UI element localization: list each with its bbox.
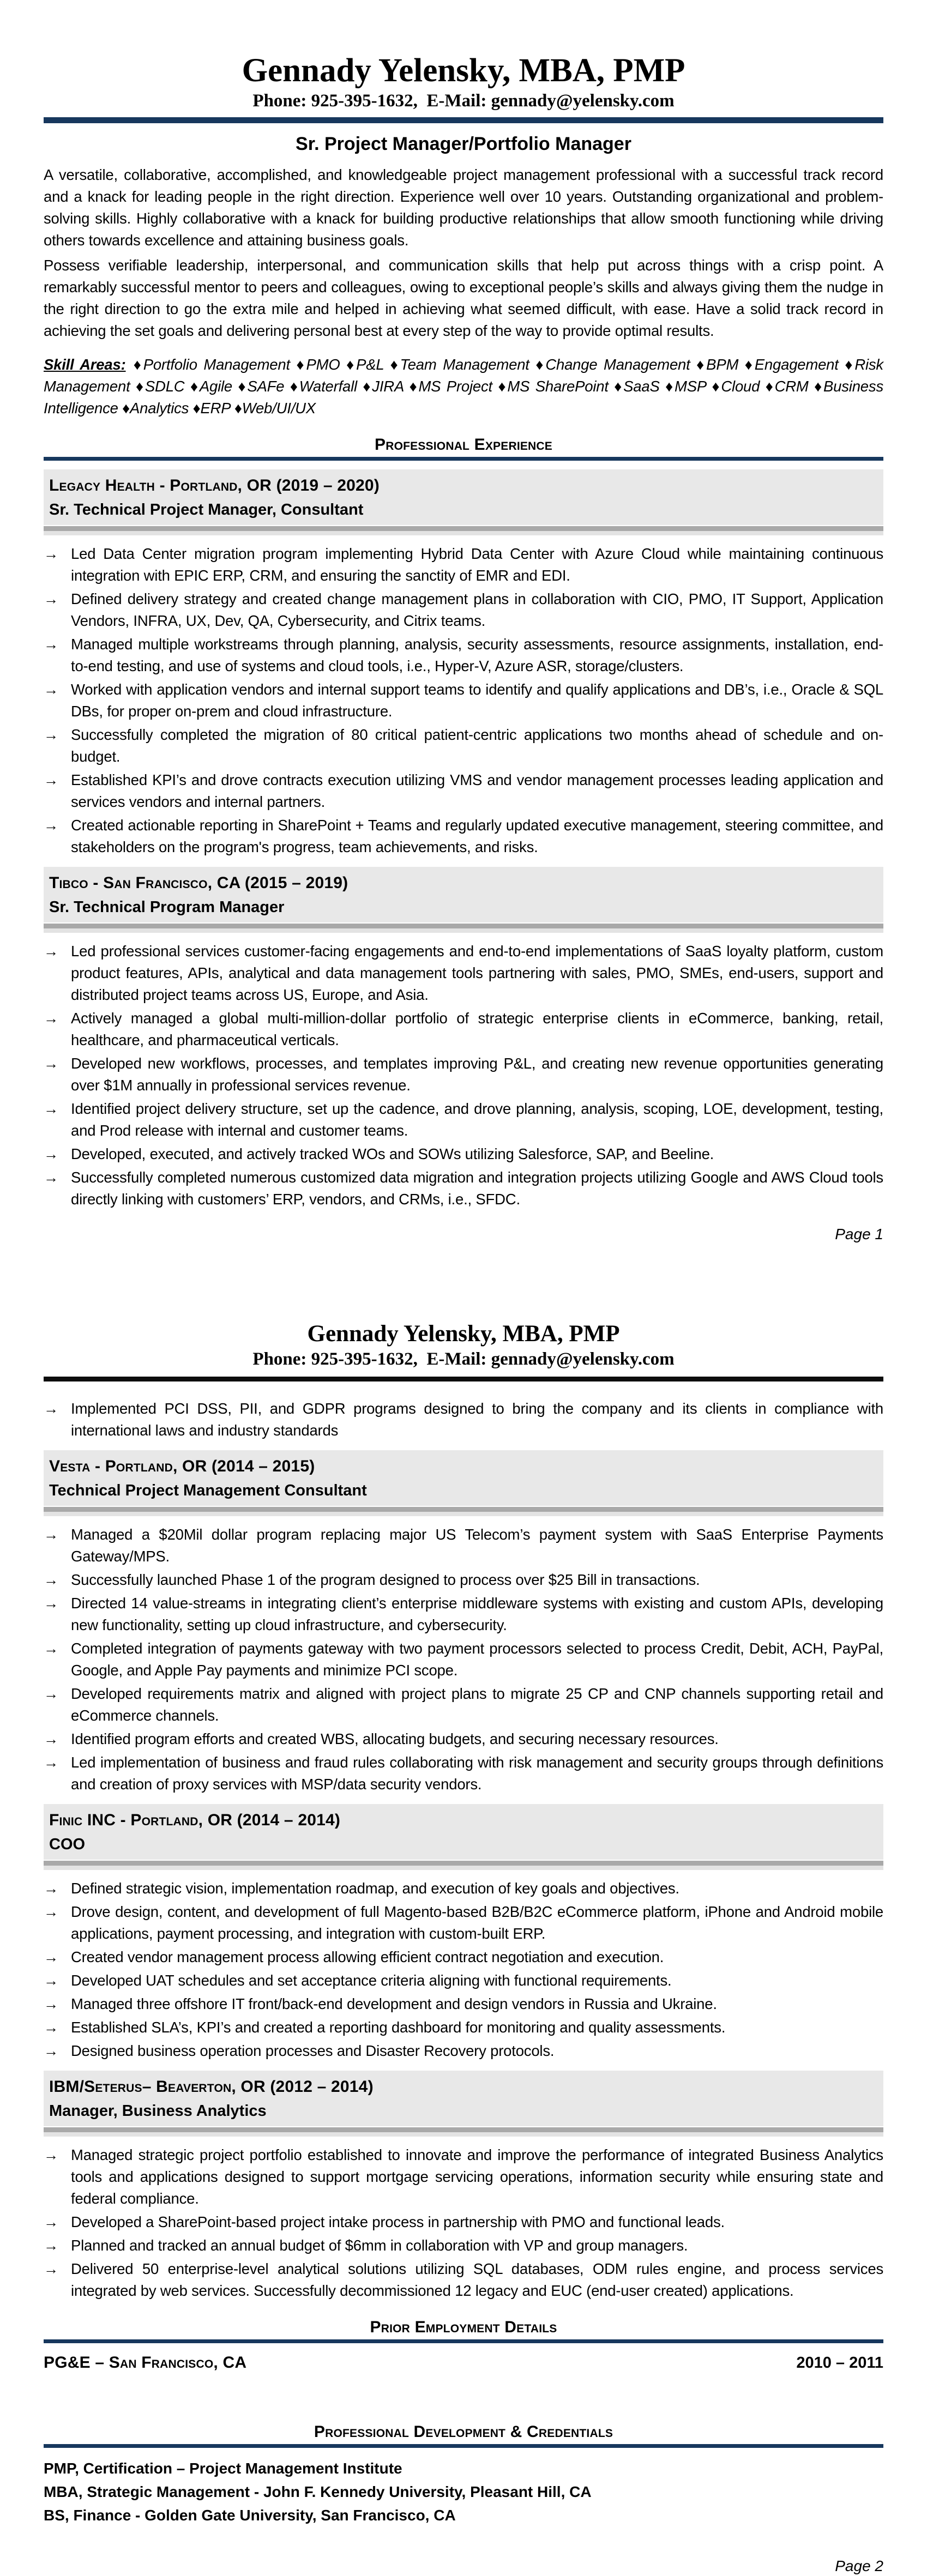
bullet-text: Developed UAT schedules and set acceptance criteria aligning with functional requirements. — [71, 1972, 672, 1989]
bullet-item — [44, 1752, 883, 1795]
job-bar-rule-light — [44, 2132, 883, 2137]
arrow-bullet-icon — [44, 1008, 71, 1051]
section-heading-credentials: Professional Development & Credentials — [314, 2423, 613, 2441]
bullet-item — [44, 1053, 883, 1096]
bullet-item — [44, 588, 883, 632]
job-bar-rule — [44, 1861, 883, 1866]
bullet-text: Worked with application vendors and internal support teams to identify and qualify applications and DB’s, i.e., Oracle & SQL DBs, for proper on-prem and cloud infrastructure. — [71, 681, 883, 720]
bullet-text: Successfully completed the migration of 80 critical patient-centric applications two months ahead of schedule and on-budget. — [71, 726, 883, 765]
summary-paragraph: Possess verifiable leadership, interpersonal, and communication skills that help put across things with a crisp point. A remarkably successful mentor to peers and colleagues, owing to exceptional people’s skills and always giving them the nudge in the right direction to go the extra mile and helped in achieving what seemed difficult, with ease. Have a solid track record in achieving the set goals and delivering personal best at every step of the way to provide optimal results. — [44, 257, 883, 340]
job-entry — [44, 469, 883, 858]
page-2 — [44, 1320, 883, 2576]
bullet-item — [44, 1592, 883, 1636]
arrow-bullet-icon — [44, 940, 71, 1006]
credential-line: BS, Finance - Golden Gate University, San Francisco, CA — [44, 2507, 456, 2524]
credential-line: MBA, Strategic Management - John F. Kennedy University, Pleasant Hill, CA — [44, 2483, 592, 2501]
job-entry — [44, 2071, 883, 2302]
section-heading-prior-employment: Prior Employment Details — [370, 2318, 557, 2337]
bullet-text: Created vendor management process allowing efficient contract negotiation and execution. — [71, 1948, 664, 1966]
bullet-text: Developed a SharePoint-based project intake process in partnership with PMO and functional leads. — [71, 2213, 725, 2231]
header-divider-rule-black — [44, 1377, 883, 1381]
experience-jobs-page1 — [44, 469, 883, 1210]
arrow-bullet-icon — [44, 815, 71, 858]
bullet-text: Completed integration of payments gateway with two payment processors selected to process Credit, Debit, ACH, PayPal, Google, and Apple Pay payments and minimize PCI scope. — [71, 1640, 883, 1679]
job-bullets — [44, 543, 883, 858]
arrow-bullet-icon — [44, 1592, 71, 1636]
bullet-item — [44, 815, 883, 858]
arrow-bullet-icon — [44, 1524, 71, 1567]
arrow-bullet-icon — [44, 2040, 71, 2062]
prior-dates: 2010 – 2011 — [796, 2354, 883, 2372]
bullet-item — [44, 634, 883, 677]
arrow-bullet-icon — [44, 1878, 71, 1899]
page1-header — [44, 52, 883, 155]
job-bar-rule-light — [44, 1512, 883, 1516]
bullet-text: Planned and tracked an annual budget of $6mm in collaboration with VP and group managers. — [71, 2237, 688, 2254]
bullet-text: Managed a $20Mil dollar program replacing major US Telecom’s payment system with SaaS Enterprise Payments Gateway/MPS. — [71, 1526, 883, 1565]
job-bullets — [44, 1524, 883, 1795]
bullet-item — [44, 1638, 883, 1681]
bullet-text: Defined delivery strategy and created change management plans in collaboration with CIO, PMO, IT Support, Application Vendors, INFRA, UX, Dev, QA, Cybersecurity, and Citrix teams. — [71, 590, 883, 630]
job-entry — [44, 1450, 883, 1795]
arrow-bullet-icon — [44, 1970, 71, 1992]
job-header-bar — [44, 1804, 883, 1860]
bullet-text: Drove design, content, and development of full Magento-based B2B/B2C eCommerce platform, iPhone and Android mobile applications, payment processing, and integration with custom-built ERP. — [71, 1903, 883, 1942]
job-bar-rule-light — [44, 531, 883, 535]
bullet-text: Designed business operation processes and Disaster Recovery protocols. — [71, 2042, 555, 2060]
bullet-text: Directed 14 value-streams in integrating client’s enterprise middleware systems with existing and custom APIs, developing new functionality, setting up cloud infrastructure, and cybersecurity. — [71, 1595, 883, 1634]
bullet-text: Established KPI’s and drove contracts execution utilizing VMS and vendor management processes leading application and services vendors and internal partners. — [71, 771, 883, 811]
bullet-text: Identified project delivery structure, set up the cadence, and drove planning, analysis, scoping, LOE, development, testing, and Prod release with internal and customer teams. — [71, 1100, 883, 1139]
arrow-bullet-icon — [44, 2258, 71, 2302]
bullet-text: Managed strategic project portfolio established to innovate and improve the performance of integrated Business Analytics tools and applications designed to support mortgage servicing operations, information security while ensuring state and federal compliance. — [71, 2146, 883, 2207]
skill-areas-label: Skill Areas: — [44, 356, 126, 373]
credentials-list — [44, 2457, 883, 2527]
credential-line: PMP, Certification – Project Management Institute — [44, 2460, 402, 2477]
job-company: Finic INC - Portland, OR (2014 – 2014) — [49, 1811, 341, 1830]
arrow-bullet-icon — [44, 1683, 71, 1727]
skill-areas — [44, 354, 883, 419]
arrow-bullet-icon — [44, 2144, 71, 2210]
arrow-bullet-icon — [44, 1901, 71, 1945]
arrow-bullet-icon — [44, 2017, 71, 2038]
job-header-bar — [44, 469, 883, 525]
bullet-item — [44, 2258, 883, 2302]
section-divider-rule — [44, 2339, 883, 2343]
bullet-item — [44, 1683, 883, 1727]
bullet-item — [44, 1098, 883, 1142]
bullet-item — [44, 2144, 883, 2210]
bullet-text: Established SLA’s, KPI’s and created a reporting dashboard for monitoring and quality assessments. — [71, 2019, 726, 2036]
arrow-bullet-icon — [44, 588, 71, 632]
page2-header — [44, 1320, 883, 1381]
bullet-text: Led Data Center migration program implementing Hybrid Data Center with Azure Cloud while maintaining continuous integration with EPIC ERP, CRM, and ensuring the sanctity of EMR and EDI. — [71, 545, 883, 584]
summary-section — [44, 164, 883, 342]
arrow-bullet-icon — [44, 543, 71, 587]
job-bar-rule — [44, 526, 883, 531]
job-role: COO — [49, 1836, 86, 1854]
bullet-item — [44, 2017, 883, 2038]
bullet-text: Managed multiple workstreams through planning, analysis, security assessments, resource assignments, installation, end-to-end testing, and use of systems and cloud tools, i.e., Hyper-V, Azure ASR, storage/clusters. — [71, 636, 883, 675]
arrow-bullet-icon — [44, 1143, 71, 1165]
arrow-bullet-icon — [44, 1752, 71, 1795]
bullet-item — [44, 1901, 883, 1945]
arrow-bullet-icon — [44, 1053, 71, 1096]
job-bullets — [44, 940, 883, 1210]
job-company: Legacy Health - Portland, OR (2019 – 2020) — [49, 476, 380, 495]
bullet-text: Managed three offshore IT front/back-end development and design vendors in Russia and Ukraine. — [71, 1995, 717, 2013]
bullet-text: Defined strategic vision, implementation roadmap, and execution of key goals and objectives. — [71, 1880, 679, 1897]
prior-employment-rows — [44, 2351, 883, 2375]
bullet-item — [44, 1878, 883, 1899]
bullet-text: Implemented PCI DSS, PII, and GDPR programs designed to bring the company and its clients in compliance with international laws and industry standards — [71, 1400, 883, 1439]
bullet-text: Led implementation of business and fraud rules collaborating with risk management and security groups through definitions and creation of proxy services with MSP/data security vendors. — [71, 1754, 883, 1793]
arrow-bullet-icon — [44, 724, 71, 768]
arrow-bullet-icon — [44, 1946, 71, 1968]
bullet-item — [44, 1993, 883, 2015]
job-role: Sr. Technical Project Manager, Consultant — [49, 501, 364, 519]
job-company: Tibco - San Francisco, CA (2015 – 2019) — [49, 874, 348, 892]
job-bar-rule — [44, 1507, 883, 1512]
bullet-item — [44, 543, 883, 587]
bullet-item — [44, 2040, 883, 2062]
bullet-item — [44, 2211, 883, 2233]
bullet-text: Actively managed a global multi-million-dollar portfolio of strategic enterprise clients in eCommerce, banking, retail, healthcare, and pharmaceutical verticals. — [71, 1010, 883, 1049]
job-bar-rule — [44, 2127, 883, 2132]
contact-line: Phone: 925-395-1632, E-Mail: gennady@yelensky.com — [252, 1349, 675, 1370]
experience-jobs-page2 — [44, 1450, 883, 2302]
section-heading-professional-experience: Professional Experience — [375, 436, 552, 454]
bullet-item — [44, 1398, 883, 1441]
bullet-item — [44, 769, 883, 813]
arrow-bullet-icon — [44, 2211, 71, 2233]
job-bar-rule-light — [44, 928, 883, 933]
page-1 — [44, 0, 883, 1244]
arrow-bullet-icon — [44, 1098, 71, 1142]
job-bar-rule-light — [44, 1866, 883, 1870]
job-role: Manager, Business Analytics — [49, 2102, 267, 2120]
summary-paragraph: A versatile, collaborative, accomplished, and knowledgeable project management professional with a successful track record and a knack for leading people in the right direction. Experience well over 10 years. Outstanding organizational and problem-solving skills. Highly collaborative with a knack for building productive relationships that allow smooth functioning while driving others towards excellence and attaining business goals. — [44, 166, 883, 249]
bullet-text: Successfully completed numerous customized data migration and integration projects utilizing Google and AWS Cloud tools directly linking with customers’ ERP, vendors, and CRMs, i.e., SFDC. — [71, 1169, 883, 1208]
section-divider-rule — [44, 2444, 883, 2448]
bullet-item — [44, 724, 883, 768]
arrow-bullet-icon — [44, 1569, 71, 1591]
bullet-text: Delivered 50 enterprise-level analytical solutions utilizing SQL databases, ODM rules engine, and process services integrated by web services. Successfully decommissioned 12 legacy and EUC (end-user created) applications. — [71, 2260, 883, 2300]
arrow-bullet-icon — [44, 634, 71, 677]
bullet-item — [44, 1728, 883, 1750]
job-header-bar — [44, 2071, 883, 2126]
page-number-label: Page 2 — [835, 2557, 883, 2575]
job-role: Sr. Technical Program Manager — [49, 898, 285, 916]
bullet-item — [44, 1167, 883, 1210]
arrow-bullet-icon — [44, 1993, 71, 2015]
bullet-text: Created actionable reporting in SharePoint + Teams and regularly updated executive management, steering committee, and stakeholders on the program's progress, team achievements, and risks. — [71, 817, 883, 856]
job-header-bar — [44, 867, 883, 922]
bullet-item — [44, 1946, 883, 1968]
bullet-text: Developed requirements matrix and aligned with project plans to migrate 25 CP and CNP channels supporting retail and eCommerce channels. — [71, 1685, 883, 1724]
role-title: Sr. Project Manager/Portfolio Manager — [296, 134, 631, 155]
job-bullets — [44, 2144, 883, 2302]
bullet-item — [44, 2235, 883, 2257]
job-entry — [44, 867, 883, 1210]
job-header-bar — [44, 1450, 883, 1506]
bullet-item — [44, 679, 883, 722]
bullet-item — [44, 1524, 883, 1567]
header-divider-rule — [44, 117, 883, 123]
arrow-bullet-icon — [44, 1398, 71, 1441]
person-name: Gennady Yelensky, MBA, PMP — [307, 1321, 620, 1347]
page-number-label: Page 1 — [835, 1226, 883, 1243]
job-company: Vesta - Portland, OR (2014 – 2015) — [49, 1457, 315, 1476]
contact-line: Phone: 925-395-1632, E-Mail: gennady@yelensky.com — [252, 91, 675, 111]
arrow-bullet-icon — [44, 1728, 71, 1750]
bullet-item — [44, 1143, 883, 1165]
arrow-bullet-icon — [44, 769, 71, 813]
arrow-bullet-icon — [44, 1167, 71, 1210]
section-divider-rule — [44, 457, 883, 461]
skill-areas-list: ♦Portfolio Management ♦PMO ♦P&L ♦Team Management ♦Change Management ♦BPM ♦Engagement ♦Risk Management ♦SDLC ♦Agile ♦SAFe ♦Waterfall ♦JIRA ♦MS Project ♦MS SharePoint ♦SaaS ♦MSP ♦Cloud ♦CRM ♦Business Intelligence ♦Analytics ♦ERP ♦Web/UI/UX — [44, 356, 883, 417]
bullet-text: Identified program efforts and created WBS, allocating budgets, and securing necessary resources. — [71, 1730, 719, 1748]
prior-employment-row — [44, 2351, 883, 2375]
job-company: IBM/Seterus– Beaverton, OR (2012 – 2014) — [49, 2078, 374, 2096]
tibco-continuation-bullets — [44, 1398, 883, 1441]
bullet-item — [44, 1970, 883, 1992]
bullet-item — [44, 940, 883, 1006]
job-entry — [44, 1804, 883, 2062]
job-bullets — [44, 1878, 883, 2062]
arrow-bullet-icon — [44, 679, 71, 722]
job-role: Technical Project Management Consultant — [49, 1482, 367, 1500]
arrow-bullet-icon — [44, 2235, 71, 2257]
bullet-item — [44, 1569, 883, 1591]
job-bar-rule — [44, 924, 883, 928]
prior-company: PG&E – San Francisco, CA — [44, 2354, 247, 2372]
bullet-text: Developed, executed, and actively tracked WOs and SOWs utilizing Salesforce, SAP, and Beeline. — [71, 1145, 714, 1163]
bullet-text: Successfully launched Phase 1 of the program designed to process over $25 Bill in transactions. — [71, 1571, 700, 1589]
bullet-text: Led professional services customer-facing engagements and end-to-end implementations of SaaS loyalty platform, custom product features, APIs, analytical and data management tools partnering with sales, PMO, SMEs, end-users, support and distributed project teams across US, Europe, and Asia. — [71, 943, 883, 1004]
bullet-item — [44, 1008, 883, 1051]
bullet-text: Developed new workflows, processes, and templates improving P&L, and creating new revenue opportunities generating over $1M annually in professional services revenue. — [71, 1055, 883, 1094]
arrow-bullet-icon — [44, 1638, 71, 1681]
person-name: Gennady Yelensky, MBA, PMP — [242, 52, 685, 89]
